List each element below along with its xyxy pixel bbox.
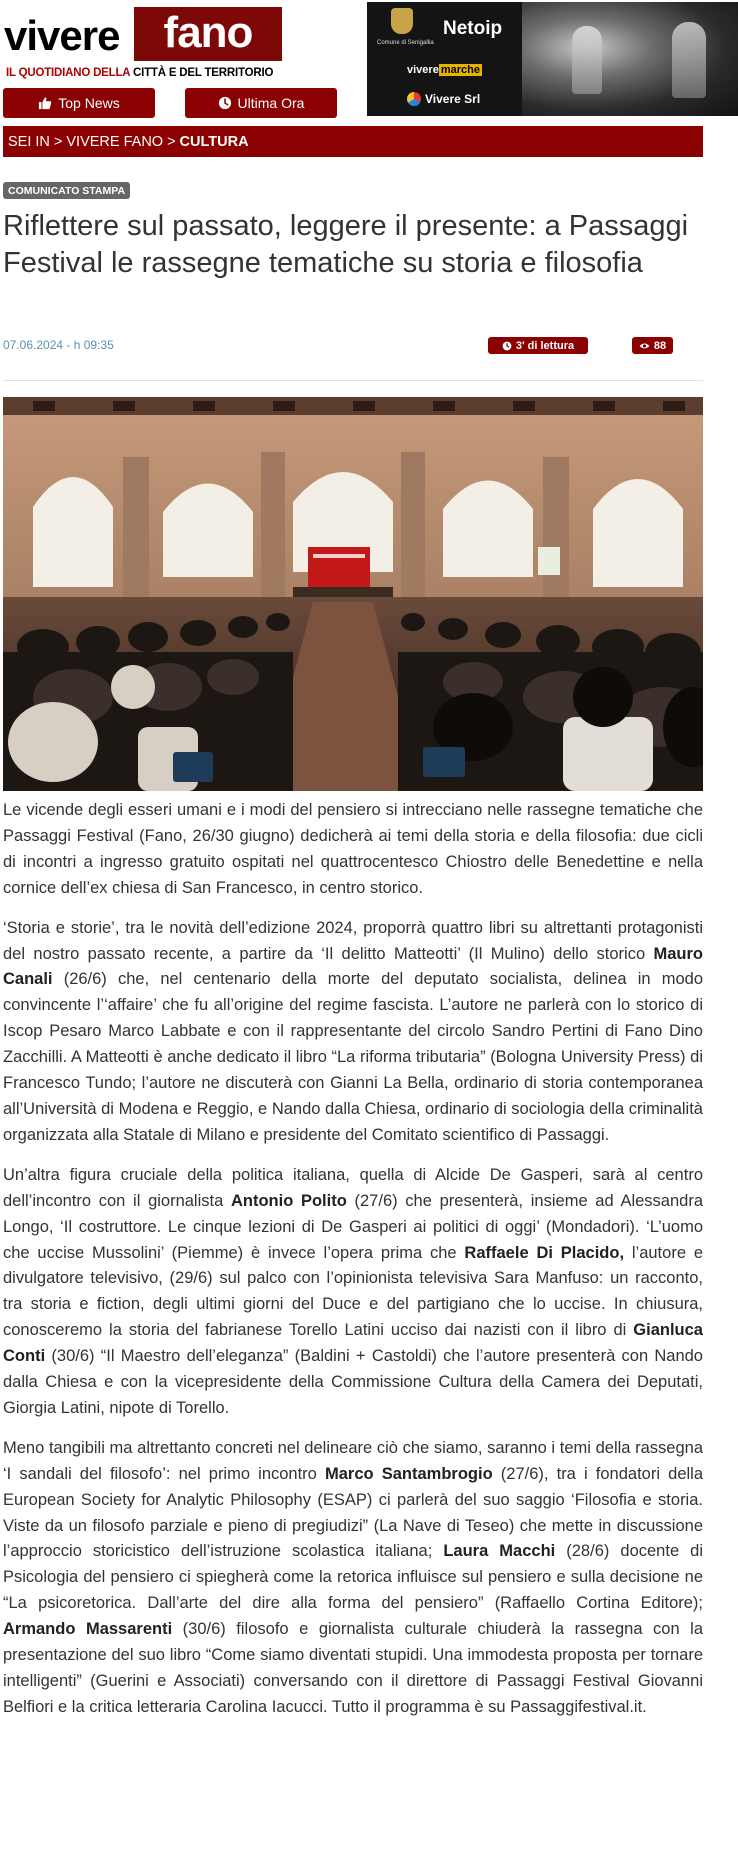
paragraph-text: (30/6) filosofo e giornalista culturale chiuderà la rassegna con la presentazione del suo libro “Come siamo diventati stupidi. Una immodesta proposta per tornare intelligenti” (Guerini e Associati) conversando con il direttore di Passaggi Festival Giovanni Belfiori e la critica letteraria Carolina Iacucci. Tutto il programma è su Passaggifestival.it.: [3, 1620, 703, 1716]
article-body: [3, 798, 703, 1735]
ad-photo: [522, 2, 738, 116]
thumbs-up-icon: [38, 96, 52, 110]
ad-vivere-srl-logo: [407, 92, 480, 106]
paragraph-text: l’autore e divulgatore televisivo, (29/6) sul palco con l’opinionista televisiva Sara Manfuso: un racconto, tra storia e fiction, degli ultimi giorni del Duce e del partigiano che lo uccise. In chiusura, conosceremo la storia del fabrianese Torello Latini ucciso dai nazisti con il libro di: [3, 1243, 703, 1340]
views-count: 88: [653, 339, 667, 352]
ad-figure: [572, 26, 602, 94]
reading-time-label: 3' di lettura: [515, 339, 575, 352]
ad-comune-label: Comune di Senigallia: [377, 40, 434, 46]
person-name: Raffaele Di Placido,: [464, 1243, 625, 1262]
meta-divider: [3, 380, 703, 381]
person-name: Armando Massarenti: [3, 1620, 173, 1639]
ad-vivere-marche-logo: [407, 64, 482, 76]
ad-figure: [672, 22, 706, 98]
advertisement-banner[interactable]: [367, 2, 738, 116]
person-name: Antonio Polito: [230, 1191, 347, 1210]
breadcrumb-separator: >: [167, 133, 176, 150]
person-name: Gianluca Conti: [3, 1321, 703, 1366]
comune-crest-icon: [391, 8, 413, 34]
ultima-ora-label: Ultima Ora: [237, 95, 305, 111]
article-paragraph: [3, 1436, 703, 1721]
article-title: Riflettere sul passato, leggere il presente: a Passaggi Festival le rassegne tematiche su storia e filosofia: [3, 210, 689, 279]
article-main-image[interactable]: [3, 397, 703, 791]
breadcrumb-prefix: SEI IN: [8, 133, 50, 150]
paragraph-text: Le vicende degli esseri umani e i modi del pensiero si intrecciano nelle rassegne tematiche che Passaggi Festival (Fano, 26/30 giugno) dedicherà ai temi della storia e della filosofia: due cicli di incontri a ingresso gratuito ospitati nel quattrocentesco Chiostro delle Benedettine e nella cornice dell’ex chiesa di San Francesco, in centro storico.: [3, 801, 703, 897]
clock-icon: [218, 96, 232, 110]
top-news-label: Top News: [58, 95, 120, 111]
tagline-red: IL QUOTIDIANO DELLA: [6, 67, 130, 79]
paragraph-text: ‘Storia e storie’, tra le novità dell’edizione 2024, proporrà quattro libri su altrettanti protagonisti del nostro passato recente, a partire da ‘Il delitto Matteotti’ (Il Mulino) dello storico: [3, 918, 703, 963]
article-paragraph: [3, 798, 703, 902]
ad-vivere-word: vivere: [407, 64, 439, 76]
tagline-black: CITTÀ E DEL TERRITORIO: [132, 67, 274, 79]
logo-word-vivere: vivere: [4, 12, 120, 59]
breadcrumb-separator: >: [53, 133, 63, 150]
breadcrumb-link-vivere-fano[interactable]: VIVERE FANO: [66, 133, 164, 150]
ad-netoip-logo: Netoip: [443, 18, 503, 39]
breadcrumb-link-cultura[interactable]: CULTURA: [179, 133, 249, 150]
ad-marche-word: marche: [440, 64, 480, 76]
person-name: Mauro Canali: [3, 944, 703, 989]
paragraph-text: (28/6) docente di Psicologia del pensiero ci spiegherà come la retorica influisce sul pensiero e sulla decisione ne “La psicoretorica. Dall’arte del dire alla forma del pensiero” (Raffaello Cortina Editore);: [3, 1542, 703, 1613]
person-name: Laura Macchi: [443, 1542, 556, 1561]
logo-word-fano: fano: [163, 8, 253, 57]
paragraph-text: (26/6) che, nel centenario della morte del deputato socialista, delinea in modo convincente l’‘affaire’ che fu all’origine del regime fascista. L’autore ne parlerà con lo storico di Iscop Pesaro Marco Labbate e con il rappresentante del circolo Sandro Pertini di Fano Dino Zacchilli. A Matteotti è anche dedicato il libro “La riforma tributaria” (Bologna University Press) di Francesco Tundo; l’autore ne discuterà con Gianni La Bella, ordinario di storia contemporanea all’Università di Modena e Reggio, e Nando dalla Chiesa, ordinario di sociologia della criminalità organizzata alla Statale di Milano e presidente del Comitato scientifico di Passaggi.: [3, 970, 703, 1144]
article-paragraph: [3, 916, 703, 1149]
breadcrumb: [3, 126, 703, 157]
article-paragraph: [3, 1163, 703, 1422]
ad-vivere-srl-label: Vivere Srl: [425, 92, 481, 106]
vivere-srl-logo-icon: [407, 92, 421, 106]
reading-time-badge: [488, 337, 588, 354]
person-name: Marco Santambrogio: [325, 1464, 493, 1483]
site-header: [0, 0, 738, 120]
logo-tagline: [6, 67, 273, 79]
top-news-button[interactable]: [3, 88, 155, 118]
category-badge: COMUNICATO STAMPA: [3, 182, 130, 199]
ultima-ora-button[interactable]: [185, 88, 337, 118]
paragraph-text: (30/6) “Il Maestro dell’eleganza” (Baldini + Castoldi) che l’autore presenterà con Nando dalla Chiesa e con la vicepresidente della Commissione Cultura della Camera dei Deputati, Giorgia Latini, nipote di Torello.: [3, 1347, 703, 1417]
views-badge: [632, 337, 673, 354]
paragraph-text: (27/6), tra i fondatori della European Society for Analytic Philosophy (ESAP) ci parlerà del suo saggio ‘Filosofia e storia. Viste da un filosofo parziale e pieno di pregiudizi” (La Nave di Teseo) che mette in discussione l’approccio storicistico dell’istruzione scolastica italiana;: [3, 1464, 703, 1561]
paragraph-text: Un’altra figura cruciale della politica italiana, quella di Alcide De Gasperi, sarà al centro dell’incontro con il giornalista: [3, 1165, 703, 1210]
eye-icon: [639, 341, 650, 351]
article-date: 07.06.2024 - h 09:35: [3, 338, 114, 352]
site-logo[interactable]: [4, 7, 280, 79]
paragraph-text: Meno tangibili ma altrettanto concreti nel delineare ciò che siamo, saranno i temi della rassegna ‘I sandali del filosofo’: nel primo incontro: [3, 1438, 703, 1483]
paragraph-text: (27/6) che presenterà, insieme ad Alessandra Longo, ‘Il costruttore. Le cinque lezioni di De Gasperi ai politici di oggi’ (Mondadori). ‘L’uomo che uccise Mussolini’ (Piemme) è invece l’opera prima che: [3, 1191, 703, 1262]
clock-icon: [502, 341, 512, 351]
logo-box: [134, 7, 282, 61]
cloister-audience-illustration: [3, 397, 703, 791]
